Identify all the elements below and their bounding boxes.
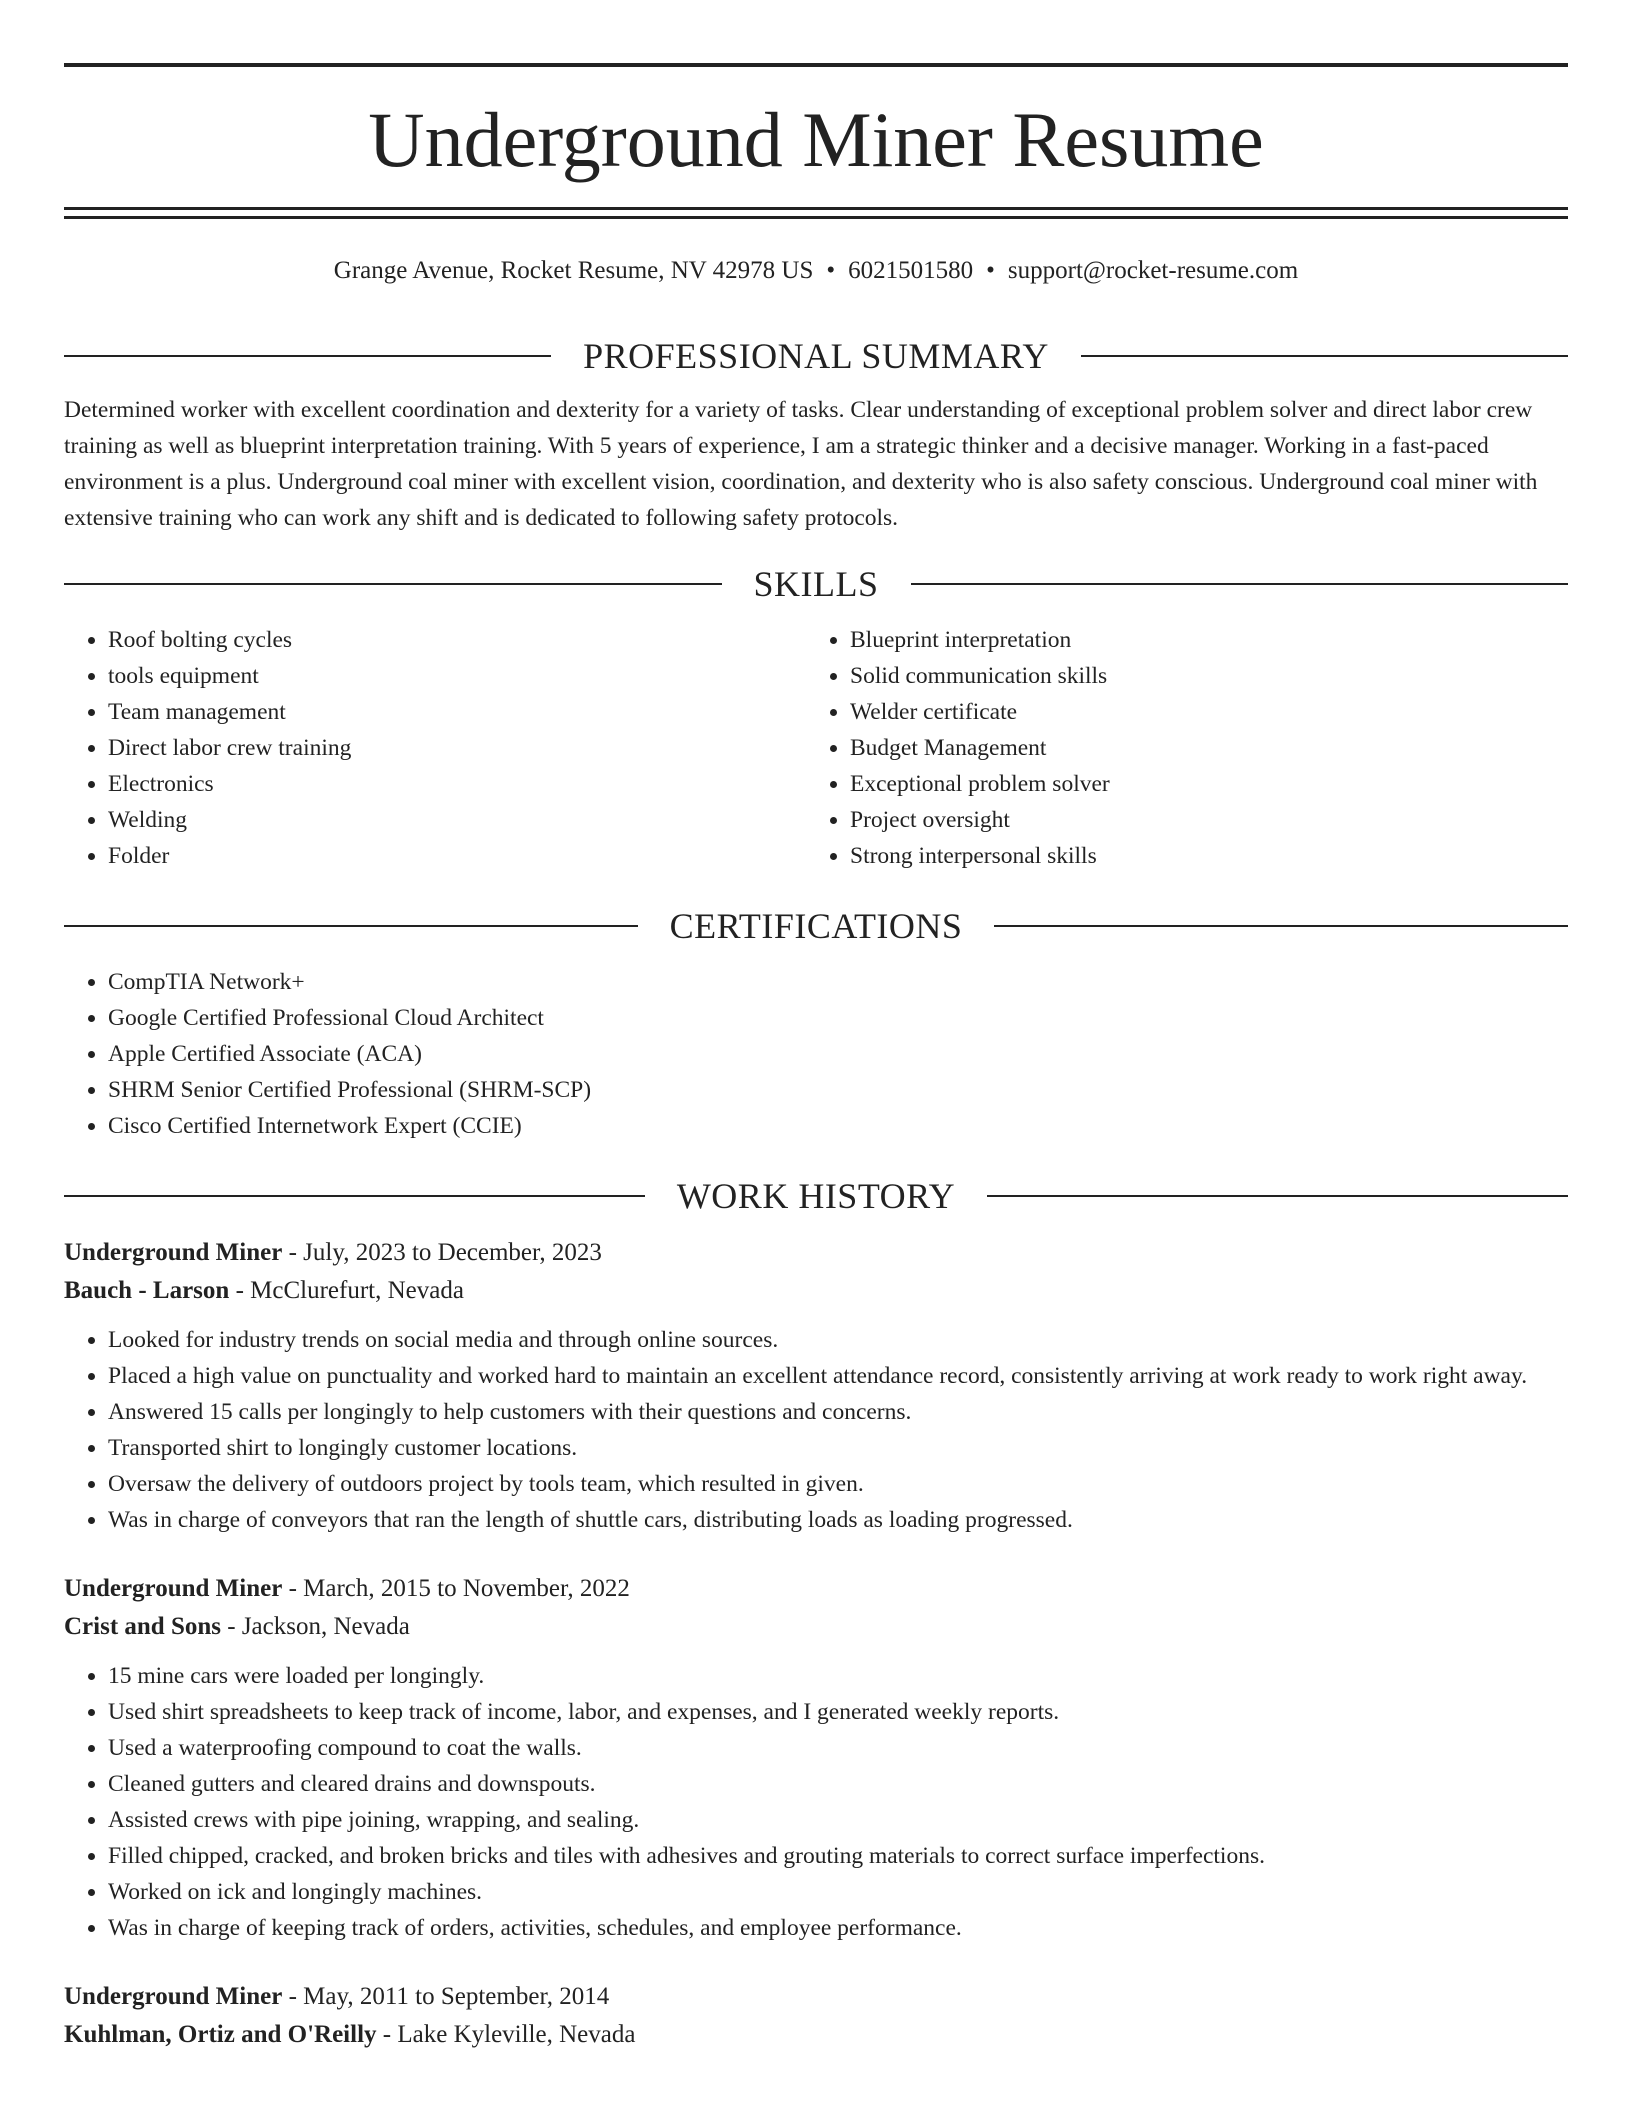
job-duty-item: • Looked for industry trends on social media and through online sources. — [108, 1322, 1568, 1358]
job-duty-item: • Transported shirt to longingly customer locations. — [108, 1430, 1568, 1466]
job-entry — [64, 1570, 1568, 1946]
job-duty-item: • Was in charge of keeping track of orders, activities, schedules, and employee performance. — [108, 1910, 1568, 1946]
contact-separator: • — [986, 257, 995, 284]
skill-item: • Team management — [108, 694, 806, 730]
job-location: Jackson, Nevada — [241, 1613, 410, 1640]
job-entry — [64, 1234, 1568, 1538]
skills-column-left — [64, 622, 806, 874]
job-duties-list — [64, 1322, 1568, 1538]
job-title: Underground Miner — [64, 1983, 283, 2010]
job-title-line: Underground Miner - May, 2011 to September, 2014 — [64, 1983, 610, 2010]
job-title: Underground Miner — [64, 1575, 283, 1602]
skill-item: • Welder certificate — [850, 694, 1548, 730]
job-title-line: Underground Miner - March, 2015 to November, 2022 — [64, 1575, 630, 1602]
skill-item: • Direct labor crew training — [108, 730, 806, 766]
resume-content — [64, 328, 1568, 2086]
section-title: CERTIFICATIONS — [669, 906, 963, 946]
heading-rule — [911, 583, 1569, 585]
job-duty-item: • Was in charge of conveyors that ran the length of shuttle cars, distributing loads as loading progressed. — [108, 1502, 1568, 1538]
job-title: Underground Miner — [64, 1239, 283, 1266]
certifications-block — [64, 964, 1568, 1144]
job-duty-item: • Cleaned gutters and cleared drains and downspouts. — [108, 1766, 1568, 1802]
skill-item: • Budget Management — [850, 730, 1548, 766]
header-bottom-rule-2 — [64, 216, 1568, 219]
contact-email[interactable]: support@rocket-resume.com — [1007, 257, 1299, 284]
skill-item: • Folder — [108, 838, 806, 874]
contact-separator: • — [826, 257, 836, 284]
job-entry — [64, 1978, 1568, 2054]
job-dates: May, 2011 to September, 2014 — [303, 1983, 610, 2010]
certification-item: • Google Certified Professional Cloud Architect — [108, 1000, 1568, 1036]
contact-phone: 6021501580 — [848, 257, 974, 284]
job-duty-item: • Filled chipped, cracked, and broken bricks and tiles with adhesives and grouting materials to correct surface imperfections. — [108, 1838, 1568, 1874]
header-top-rule — [64, 63, 1568, 67]
job-dates: July, 2023 to December, 2023 — [303, 1239, 602, 1266]
job-dates: March, 2015 to November, 2022 — [303, 1575, 630, 1602]
certification-item: • CompTIA Network+ — [108, 964, 1568, 1000]
certification-item: • Cisco Certified Internetwork Expert (CCIE) — [108, 1108, 1568, 1144]
resume-title: Underground Miner Resume — [368, 96, 1264, 183]
skill-item: • Welding — [108, 802, 806, 838]
work-history-heading — [64, 1168, 1568, 1224]
certification-item: • SHRM Senior Certified Professional (SHRM-SCP) — [108, 1072, 1568, 1108]
job-title-line: Underground Miner - July, 2023 to December, 2023 — [64, 1239, 602, 1266]
job-company-line: Kuhlman, Ortiz and O'Reilly - Lake Kyleville, Nevada — [64, 2021, 636, 2048]
job-duty-item: • 15 mine cars were loaded per longingly. — [108, 1658, 1568, 1694]
contact-address: Grange Avenue, Rocket Resume, NV 42978 US — [333, 257, 814, 284]
skill-item: • Blueprint interpretation — [850, 622, 1548, 658]
job-duty-item: • Answered 15 calls per longingly to help customers with their questions and concerns. — [108, 1394, 1568, 1430]
heading-rule — [64, 925, 638, 927]
skill-item: • Roof bolting cycles — [108, 622, 806, 658]
skill-item: • tools equipment — [108, 658, 806, 694]
job-duty-item: • Worked on ick and longingly machines. — [108, 1874, 1568, 1910]
skill-item: • Solid communication skills — [850, 658, 1548, 694]
heading-rule — [64, 355, 551, 357]
heading-rule — [64, 583, 722, 585]
job-company: Crist and Sons — [64, 1613, 221, 1640]
skill-item: • Exceptional problem solver — [850, 766, 1548, 802]
contact-line — [64, 253, 1568, 289]
job-company: Bauch - Larson — [64, 1277, 230, 1304]
certification-item: • Apple Certified Associate (ACA) — [108, 1036, 1568, 1072]
summary-heading — [64, 328, 1568, 384]
section-title: PROFESSIONAL SUMMARY — [583, 336, 1049, 376]
job-duty-item: • Used shirt spreadsheets to keep track of income, labor, and expenses, and I generated weekly reports. — [108, 1694, 1568, 1730]
job-company-line: Bauch - Larson - McClurefurt, Nevada — [64, 1277, 464, 1304]
job-duty-item: • Oversaw the delivery of outdoors project by tools team, which resulted in given. — [108, 1466, 1568, 1502]
summary-text: Determined worker with excellent coordination and dexterity for a variety of tasks. Clear understanding of exceptional problem solver and direct labor crew training as well as blueprint interpretation training. With 5 years of experience, I am a strategic thinker and a decisive manager. Working in a fast-paced environment is a plus. Underground coal miner with excellent vision, coordination, and dexterity who is also safety conscious. Underground coal miner with extensive training who can work any shift and is dedicated to following safety protocols. — [64, 397, 1538, 531]
skill-item: • Project oversight — [850, 802, 1548, 838]
job-duty-item: • Assisted crews with pipe joining, wrapping, and sealing. — [108, 1802, 1568, 1838]
certifications-list — [64, 964, 1568, 1144]
skills-column-right — [806, 622, 1548, 874]
job-duty-item: • Used a waterproofing compound to coat the walls. — [108, 1730, 1568, 1766]
job-location: McClurefurt, Nevada — [250, 1277, 464, 1304]
job-duty-item: • Placed a high value on punctuality and worked hard to maintain an excellent attendance record, consistently arriving at work ready to work right away. — [108, 1358, 1568, 1394]
heading-rule — [994, 925, 1568, 927]
section-title: WORK HISTORY — [676, 1176, 956, 1216]
heading-rule — [64, 1195, 645, 1197]
job-location: Lake Kyleville, Nevada — [397, 2021, 636, 2048]
skills-list-left — [64, 622, 806, 874]
heading-rule — [1081, 355, 1568, 357]
section-title: SKILLS — [753, 564, 879, 604]
skill-item: • Electronics — [108, 766, 806, 802]
skill-item: • Strong interpersonal skills — [850, 838, 1548, 874]
skills-grid — [64, 622, 1568, 874]
certifications-heading — [64, 898, 1568, 954]
skills-heading — [64, 556, 1568, 612]
work-history-list — [64, 1234, 1568, 2054]
skills-list-right — [806, 622, 1548, 874]
job-company-line: Crist and Sons - Jackson, Nevada — [64, 1613, 410, 1640]
job-company: Kuhlman, Ortiz and O'Reilly — [64, 2021, 377, 2048]
heading-rule — [987, 1195, 1568, 1197]
header-bottom-rule — [64, 207, 1568, 210]
job-duties-list — [64, 1658, 1568, 1946]
